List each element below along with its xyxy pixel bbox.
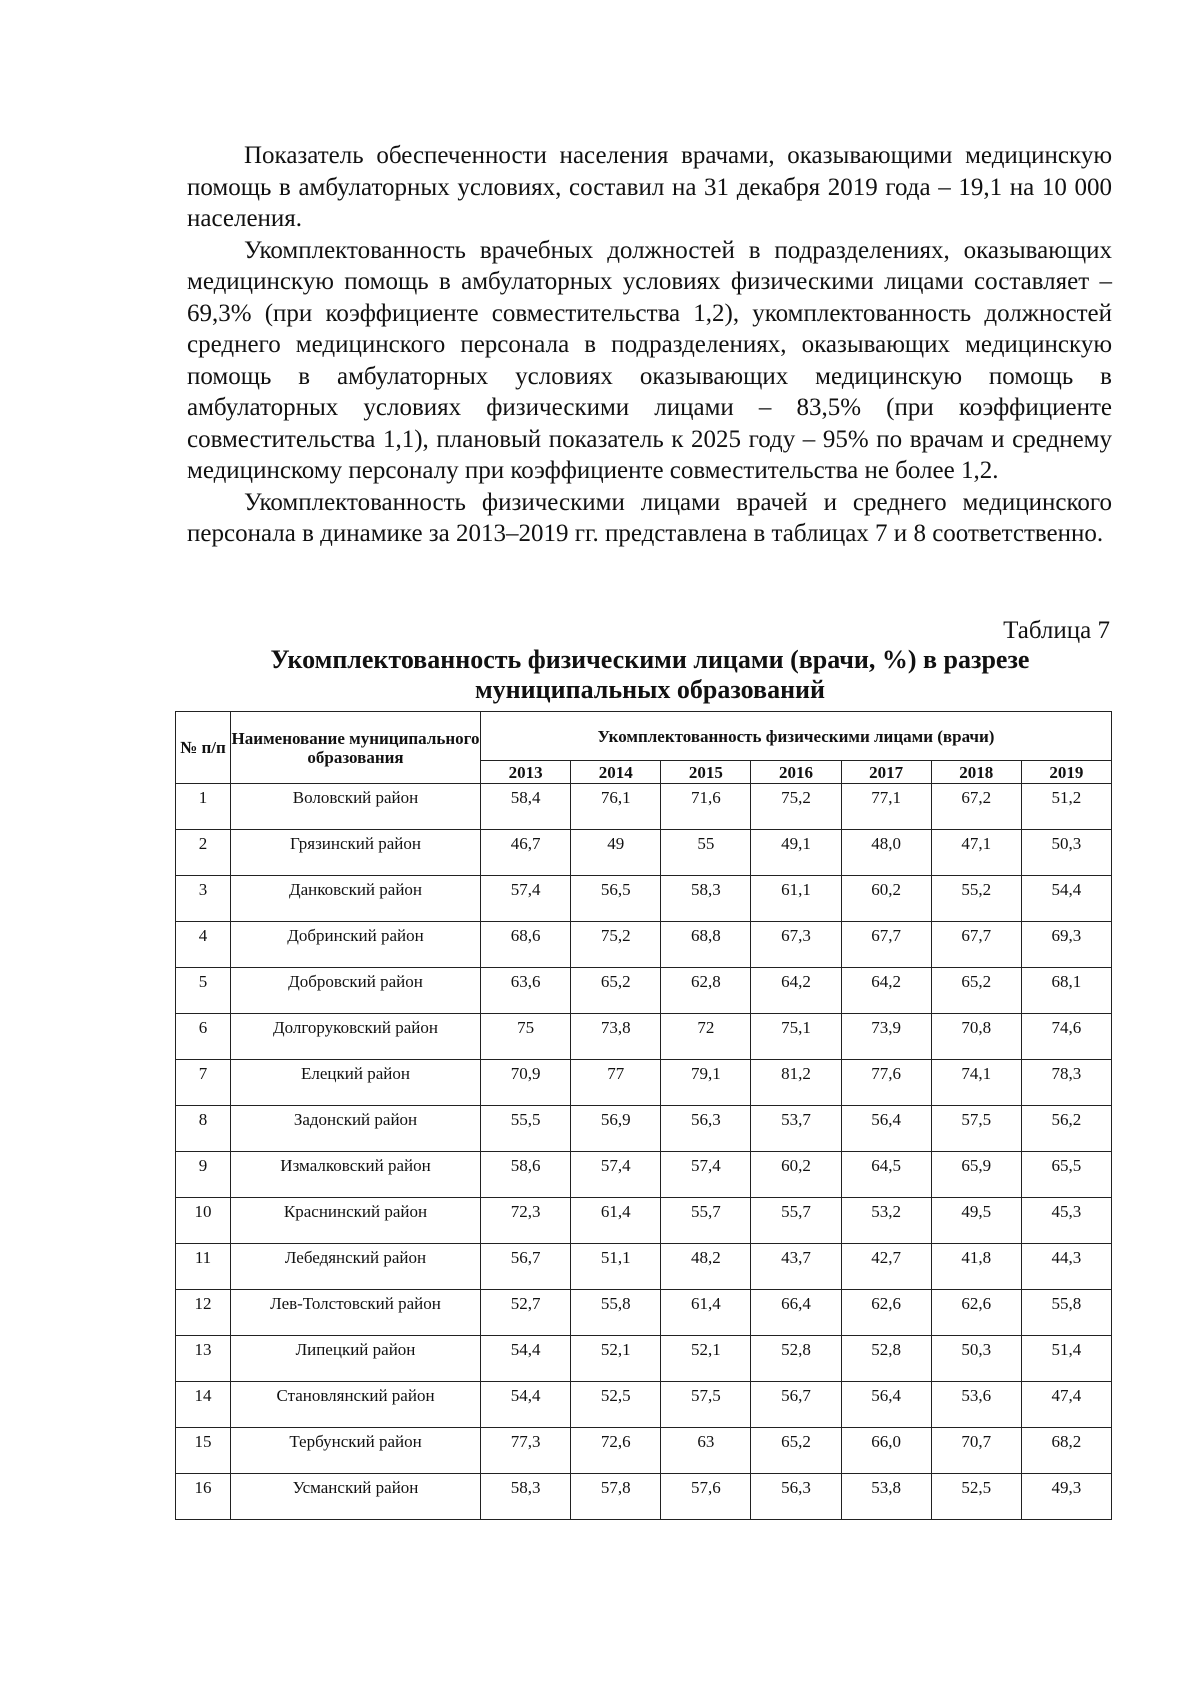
table-title: Укомплектованность физическими лицами (врачи, %) в разрезе муниципальных образований — [270, 645, 1030, 704]
value-cell: 53,6 — [931, 1382, 1021, 1428]
municipality-name: Долгоруковский район — [231, 1014, 481, 1060]
value-cell: 72,6 — [571, 1428, 661, 1474]
municipality-name: Становлянский район — [231, 1382, 481, 1428]
value-cell: 47,1 — [931, 830, 1021, 876]
year-header: 2014 — [571, 761, 661, 784]
paragraph-3: Укомплектованность физическими лицами врачей и среднего медицинского персонала в динамике за 2013–2019 гг. представлена в таблицах 7 и 8 соответственно. — [187, 488, 1112, 547]
value-cell: 67,7 — [931, 922, 1021, 968]
table-row — [176, 1290, 1112, 1336]
value-cell: 64,5 — [841, 1152, 931, 1198]
value-cell: 51,4 — [1021, 1336, 1111, 1382]
row-number: 8 — [176, 1106, 231, 1152]
value-cell: 69,3 — [1021, 922, 1111, 968]
value-cell: 43,7 — [751, 1244, 841, 1290]
value-cell: 52,8 — [841, 1336, 931, 1382]
value-cell: 61,4 — [571, 1198, 661, 1244]
value-cell: 49,5 — [931, 1198, 1021, 1244]
row-number: 11 — [176, 1244, 231, 1290]
value-cell: 64,2 — [841, 968, 931, 1014]
value-cell: 70,7 — [931, 1428, 1021, 1474]
value-cell: 81,2 — [751, 1060, 841, 1106]
value-cell: 56,4 — [841, 1382, 931, 1428]
value-cell: 53,2 — [841, 1198, 931, 1244]
value-cell: 56,3 — [661, 1106, 751, 1152]
value-cell: 61,4 — [661, 1290, 751, 1336]
value-cell: 55,8 — [1021, 1290, 1111, 1336]
value-cell: 52,1 — [661, 1336, 751, 1382]
paragraph-1: Показатель обеспеченности населения врачами, оказывающими медицинскую помощь в амбулаторных условиях, составил на 31 декабря 2019 года – 19,1 на 10 000 населения. — [187, 142, 1112, 232]
year-header: 2019 — [1021, 761, 1111, 784]
body-text — [187, 140, 1112, 550]
value-cell: 53,7 — [751, 1106, 841, 1152]
row-number: 10 — [176, 1198, 231, 1244]
value-cell: 55,7 — [661, 1198, 751, 1244]
value-cell: 65,2 — [751, 1428, 841, 1474]
value-cell: 77,3 — [481, 1428, 571, 1474]
value-cell: 75 — [481, 1014, 571, 1060]
value-cell: 52,5 — [931, 1474, 1021, 1520]
row-number: 7 — [176, 1060, 231, 1106]
value-cell: 55,7 — [751, 1198, 841, 1244]
value-cell: 52,8 — [751, 1336, 841, 1382]
value-cell: 51,1 — [571, 1244, 661, 1290]
value-cell: 54,4 — [481, 1336, 571, 1382]
value-cell: 56,7 — [751, 1382, 841, 1428]
value-cell: 62,8 — [661, 968, 751, 1014]
paragraph-2: Укомплектованность врачебных должностей в подразделениях, оказывающих медицинскую помощь в амбулаторных условиях физическими лицами составляет – 69,3% (при коэффициенте совместительства 1,2), укомплектованность должностей среднего медицинского персонала в подразделениях, оказывающих медицинскую помощь в амбулаторных условиях оказывающих медицинскую помощь в амбулаторных условиях физическими лицами – 83,5% (при коэффициенте совместительства 1,1), плановый показатель к 2025 году – 95% по врачам и среднему медицинскому персоналу при коэффициенте совместительства не более 1,2. — [187, 236, 1112, 484]
row-number: 15 — [176, 1428, 231, 1474]
table-row — [176, 1060, 1112, 1106]
municipality-name: Задонский район — [231, 1106, 481, 1152]
value-cell: 65,2 — [931, 968, 1021, 1014]
value-cell: 58,3 — [661, 876, 751, 922]
value-cell: 77,1 — [841, 784, 931, 830]
value-cell: 61,1 — [751, 876, 841, 922]
value-cell: 60,2 — [751, 1152, 841, 1198]
value-cell: 70,8 — [931, 1014, 1021, 1060]
year-header: 2017 — [841, 761, 931, 784]
row-number: 2 — [176, 830, 231, 876]
row-number: 6 — [176, 1014, 231, 1060]
table-row — [176, 922, 1112, 968]
value-cell: 74,6 — [1021, 1014, 1111, 1060]
value-cell: 47,4 — [1021, 1382, 1111, 1428]
year-header: 2016 — [751, 761, 841, 784]
municipality-name: Грязинский район — [231, 830, 481, 876]
value-cell: 64,2 — [751, 968, 841, 1014]
value-cell: 55,5 — [481, 1106, 571, 1152]
value-cell: 52,1 — [571, 1336, 661, 1382]
table-row — [176, 1106, 1112, 1152]
value-cell: 57,8 — [571, 1474, 661, 1520]
row-number: 14 — [176, 1382, 231, 1428]
header-number: № п/п — [176, 712, 231, 784]
value-cell: 58,3 — [481, 1474, 571, 1520]
value-cell: 55,2 — [931, 876, 1021, 922]
row-number: 5 — [176, 968, 231, 1014]
value-cell: 49 — [571, 830, 661, 876]
value-cell: 57,4 — [571, 1152, 661, 1198]
municipality-name: Измалковский район — [231, 1152, 481, 1198]
municipality-name: Елецкий район — [231, 1060, 481, 1106]
value-cell: 71,6 — [661, 784, 751, 830]
value-cell: 62,6 — [841, 1290, 931, 1336]
value-cell: 49,1 — [751, 830, 841, 876]
value-cell: 55 — [661, 830, 751, 876]
value-cell: 57,4 — [481, 876, 571, 922]
value-cell: 57,6 — [661, 1474, 751, 1520]
value-cell: 52,7 — [481, 1290, 571, 1336]
table-body — [176, 784, 1112, 1520]
table-row — [176, 968, 1112, 1014]
table-row — [176, 876, 1112, 922]
value-cell: 76,1 — [571, 784, 661, 830]
value-cell: 73,8 — [571, 1014, 661, 1060]
table-row — [176, 1244, 1112, 1290]
table-row — [176, 1428, 1112, 1474]
value-cell: 44,3 — [1021, 1244, 1111, 1290]
value-cell: 51,2 — [1021, 784, 1111, 830]
value-cell: 68,2 — [1021, 1428, 1111, 1474]
value-cell: 70,9 — [481, 1060, 571, 1106]
row-number: 12 — [176, 1290, 231, 1336]
value-cell: 72,3 — [481, 1198, 571, 1244]
value-cell: 54,4 — [1021, 876, 1111, 922]
row-number: 4 — [176, 922, 231, 968]
value-cell: 63 — [661, 1428, 751, 1474]
value-cell: 57,5 — [931, 1106, 1021, 1152]
value-cell: 75,2 — [571, 922, 661, 968]
municipality-name: Данковский район — [231, 876, 481, 922]
value-cell: 67,7 — [841, 922, 931, 968]
value-cell: 48,0 — [841, 830, 931, 876]
value-cell: 58,6 — [481, 1152, 571, 1198]
staffing-table — [175, 711, 1112, 1520]
value-cell: 45,3 — [1021, 1198, 1111, 1244]
table-row — [176, 1198, 1112, 1244]
municipality-name: Тербунский район — [231, 1428, 481, 1474]
year-header: 2018 — [931, 761, 1021, 784]
value-cell: 50,3 — [1021, 830, 1111, 876]
value-cell: 52,5 — [571, 1382, 661, 1428]
value-cell: 41,8 — [931, 1244, 1021, 1290]
value-cell: 65,2 — [571, 968, 661, 1014]
value-cell: 56,7 — [481, 1244, 571, 1290]
table-row — [176, 1382, 1112, 1428]
value-cell: 58,4 — [481, 784, 571, 830]
value-cell: 75,1 — [751, 1014, 841, 1060]
row-number: 16 — [176, 1474, 231, 1520]
value-cell: 68,1 — [1021, 968, 1111, 1014]
value-cell: 49,3 — [1021, 1474, 1111, 1520]
municipality-name: Усманский район — [231, 1474, 481, 1520]
value-cell: 72 — [661, 1014, 751, 1060]
value-cell: 53,8 — [841, 1474, 931, 1520]
year-header: 2013 — [481, 761, 571, 784]
value-cell: 56,2 — [1021, 1106, 1111, 1152]
value-cell: 68,8 — [661, 922, 751, 968]
value-cell: 74,1 — [931, 1060, 1021, 1106]
header-municipality: Наименование муниципального образования — [231, 712, 481, 784]
row-number: 3 — [176, 876, 231, 922]
value-cell: 77 — [571, 1060, 661, 1106]
value-cell: 66,0 — [841, 1428, 931, 1474]
value-cell: 65,9 — [931, 1152, 1021, 1198]
row-number: 1 — [176, 784, 231, 830]
value-cell: 57,5 — [661, 1382, 751, 1428]
value-cell: 66,4 — [751, 1290, 841, 1336]
value-cell: 54,4 — [481, 1382, 571, 1428]
value-cell: 79,1 — [661, 1060, 751, 1106]
header-group: Укомплектованность физическими лицами (врачи) — [481, 712, 1112, 761]
municipality-name: Краснинский район — [231, 1198, 481, 1244]
municipality-name: Воловский район — [231, 784, 481, 830]
row-number: 9 — [176, 1152, 231, 1198]
value-cell: 78,3 — [1021, 1060, 1111, 1106]
value-cell: 62,6 — [931, 1290, 1021, 1336]
table-row — [176, 1336, 1112, 1382]
value-cell: 77,6 — [841, 1060, 931, 1106]
value-cell: 50,3 — [931, 1336, 1021, 1382]
value-cell: 46,7 — [481, 830, 571, 876]
table-row — [176, 1014, 1112, 1060]
municipality-name: Добринский район — [231, 922, 481, 968]
municipality-name: Лев-Толстовский район — [231, 1290, 481, 1336]
value-cell: 68,6 — [481, 922, 571, 968]
municipality-name: Добровский район — [231, 968, 481, 1014]
value-cell: 56,5 — [571, 876, 661, 922]
municipality-name: Липецкий район — [231, 1336, 481, 1382]
municipality-name: Лебедянский район — [231, 1244, 481, 1290]
value-cell: 73,9 — [841, 1014, 931, 1060]
value-cell: 57,4 — [661, 1152, 751, 1198]
value-cell: 65,5 — [1021, 1152, 1111, 1198]
row-number: 13 — [176, 1336, 231, 1382]
value-cell: 67,3 — [751, 922, 841, 968]
value-cell: 56,9 — [571, 1106, 661, 1152]
value-cell: 75,2 — [751, 784, 841, 830]
value-cell: 42,7 — [841, 1244, 931, 1290]
table-row — [176, 784, 1112, 830]
table-label: Таблица 7 — [1003, 617, 1110, 644]
value-cell: 56,3 — [751, 1474, 841, 1520]
value-cell: 60,2 — [841, 876, 931, 922]
table-row — [176, 1152, 1112, 1198]
value-cell: 63,6 — [481, 968, 571, 1014]
table-row — [176, 1474, 1112, 1520]
year-header: 2015 — [661, 761, 751, 784]
value-cell: 48,2 — [661, 1244, 751, 1290]
value-cell: 55,8 — [571, 1290, 661, 1336]
value-cell: 67,2 — [931, 784, 1021, 830]
table-row — [176, 830, 1112, 876]
value-cell: 56,4 — [841, 1106, 931, 1152]
